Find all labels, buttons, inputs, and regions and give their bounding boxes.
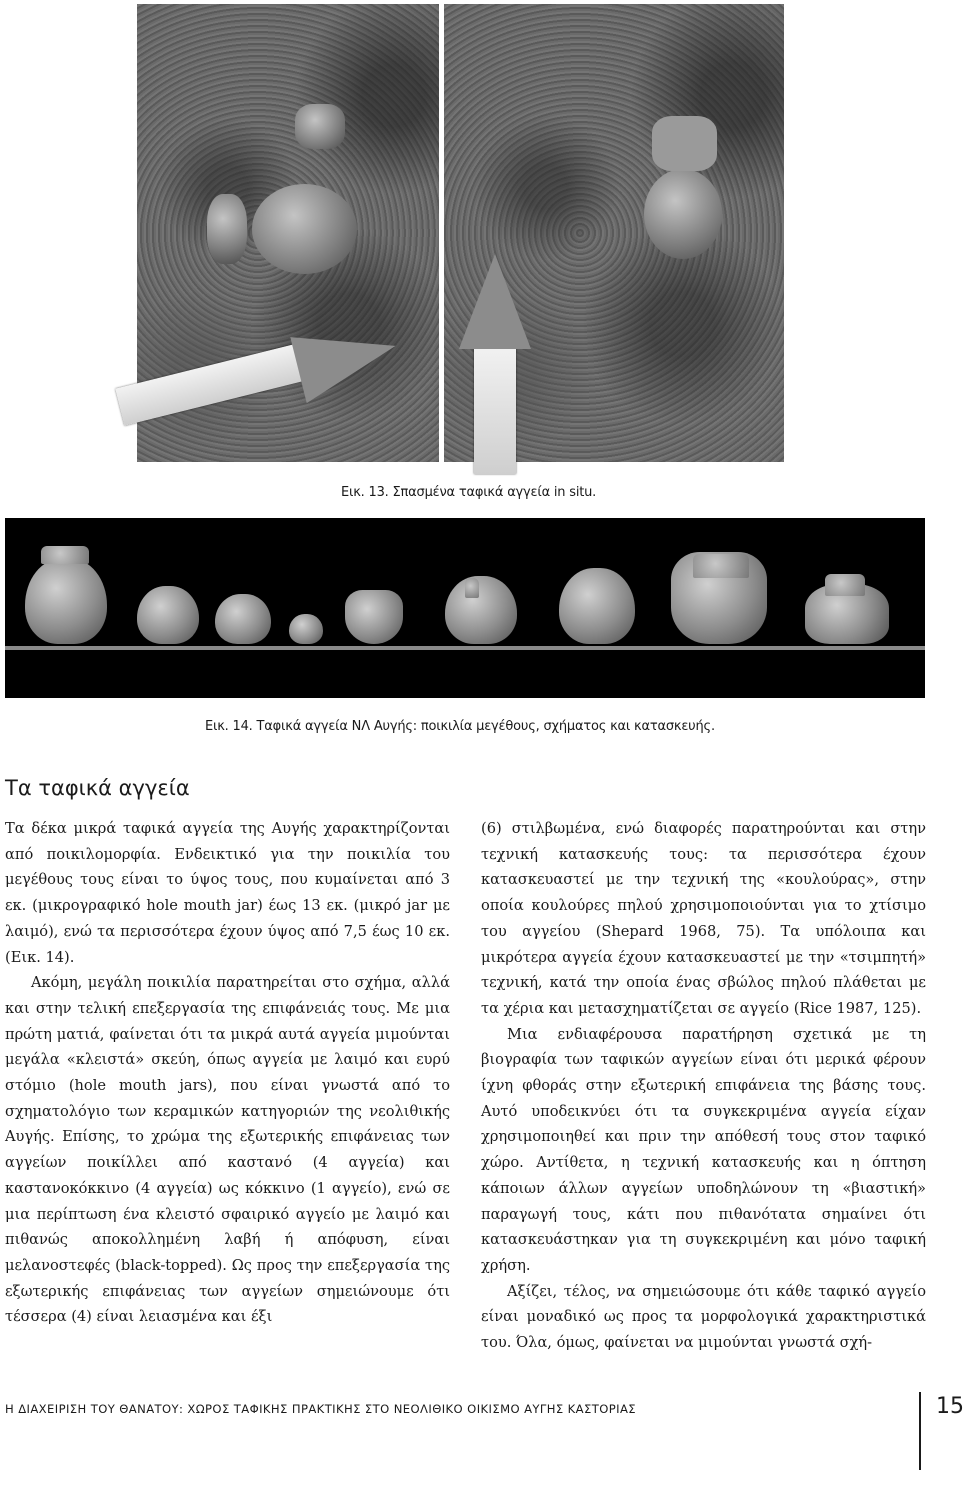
vessel-7	[559, 568, 635, 644]
vessel-6	[445, 576, 517, 644]
vessel-5	[345, 590, 403, 644]
running-title: Η ΔΙΑΧΕΙΡΙΣΗ ΤΟΥ ΘΑΝΑΤΟΥ: ΧΩΡΟΣ ΤΑΦΙΚΗΣ ΠΡΑΚΤΙΚΗΣ ΣΤΟ ΝΕΟΛΙΘΙΚΟ ΟΙΚΙΣΜΟ ΑΥΓΗΣ ΚΑΣΤΟΡΙΑΣ	[5, 1402, 637, 1416]
excavation-photo-left	[137, 4, 439, 462]
vessels-photo	[5, 518, 925, 698]
broken-pot	[252, 184, 357, 274]
vessel-4	[289, 614, 323, 644]
left-paragraph-1: Τα δέκα μικρά ταφικά αγγεία της Αυγής χαρακτηρίζονται από ποικιλομορφία. Ενδεικτικό για την ποικιλία του μεγέθους τους είναι το ύψος τους, που κυμαίνεται από 3 εκ. (μικρογραφικό hole mouth jar) έως 13 εκ. (μικρό jar με λαιμό), ενώ τα περισσότερα έχουν ύψος από 7,5 έως 10 εκ. (Εικ. 14).	[5, 820, 450, 966]
intact-pot	[644, 169, 722, 259]
vessel-1-neck	[41, 546, 89, 564]
page-number: 15	[936, 1394, 964, 1419]
section-heading: Τα ταφικά αγγεία	[5, 776, 190, 800]
display-shelf	[5, 646, 925, 650]
footer-divider	[919, 1392, 921, 1470]
pot-sherd	[207, 194, 247, 264]
excavation-photo-right	[444, 4, 784, 462]
pointer-arrowhead	[290, 313, 403, 403]
vessel-2	[137, 586, 199, 644]
right-paragraph-1: (6) στιλβωμένα, ενώ διαφορές παρατηρούνται και στην τεχνική κατασκευής τους: τα περισσότερα έχουν κατασκευαστεί με την τεχνική της «κουλούρας», στην οποία κουλούρες πηλού χρησιμοποιούνται για το χτίσιμο του αγγείου (Shepard 1968, 75). Τα υπόλοιπα και μικρότερα αγγεία έχουν κατασκευαστεί με την «τσιμπητή» τεχνική, κατά την οποία ένας σβώλος πηλού πλάθεται με τα χέρια και μετασχηματίζεται σε αγγείο (Rice 1987, 125).	[481, 820, 926, 1017]
stone	[652, 116, 717, 171]
right-paragraph-3: Αξίζει, τέλος, να σημειώσουμε ότι κάθε ταφικό αγγείο είναι μοναδικό ως προς τα μορφολογικά χαρακτηριστικά του. Όλα, όμως, φαίνεται να μιμούνται γνωστά σχή-	[481, 1282, 926, 1352]
left-paragraph-2: Ακόμη, μεγάλη ποικιλία παρατηρείται στο σχήμα, αλλά και στην τελική επεξεργασία της επιφάνειάς τους. Με μια πρώτη ματιά, φαίνεται ότι τα μικρά αυτά αγγεία μιμούνται μεγάλα «κλειστά» σκεύη, όπως αγγεία με λαιμό και ευρύ στόμιο (hole mouth jars), που είναι γνωστά από το σχηματολόγιο των κεραμικών κατηγοριών της νεολιθικής Αυγής. Επίσης, το χρώμα της εξωτερικής επιφάνειας των αγγείων ποικίλλει από καστανό (4 αγγεία) και καστανοκόκκινο (4 αγγεία) ως κόκκινο (1 αγγείο), ενώ σε μια περίπτωση ένα κλειστό σφαιρικό αγγείο με λαιμό και πιθανώς αποκολλημένη λαβή ή απόφυση, είναι μελανοστεφές (black-topped). Ως προς την επεξεργασία της εξωτερικής επιφάνειας των αγγείων σημειώνουμε ότι τέσσερα (4) είναι λειασμένα και έξι	[5, 974, 450, 1326]
vessel-8-neck	[693, 554, 749, 578]
vessel-6-handle	[465, 578, 479, 598]
right-paragraph-2: Μια ενδιαφέρουσα παρατήρηση σχετικά με τη βιογραφία των ταφικών αγγείων είναι ότι μερικά φέρουν ίχνη φθοράς στην εξωτερική επιφάνεια της βάσης τους. Αυτό υποδεικνύει ότι τα συγκεκριμένα αγγεία είχαν χρησιμοποιηθεί και πριν την απόθεσή τους στον ταφικό χώρο. Αντίθετα, η τεχνική κατασκευής και η όπτηση κάποιων άλλων αγγείων υποδηλώνουν τη «βιαστική» παραγωγή τους, κάτι που πιθανότατα σημαίνει ότι κατασκευάστηκαν για τη συγκεκριμένη και μόνο ταφική χρήση.	[481, 1025, 926, 1274]
right-column	[481, 816, 926, 1356]
vessel-3	[215, 594, 271, 644]
vessel-1	[25, 558, 107, 644]
pot-sherd	[295, 104, 345, 149]
figure-13-caption: Εικ. 13. Σπασμένα ταφικά αγγεία in situ.	[341, 485, 597, 500]
pointer-stick	[474, 344, 516, 474]
pointer-stick	[115, 340, 318, 425]
pointer-arrowhead	[459, 254, 531, 349]
vessel-9-neck	[825, 574, 865, 596]
left-column	[5, 816, 450, 1330]
figure-14-caption: Εικ. 14. Ταφικά αγγεία ΝΛ Αυγής: ποικιλία μεγέθους, σχήματος και κατασκευής.	[205, 719, 715, 734]
